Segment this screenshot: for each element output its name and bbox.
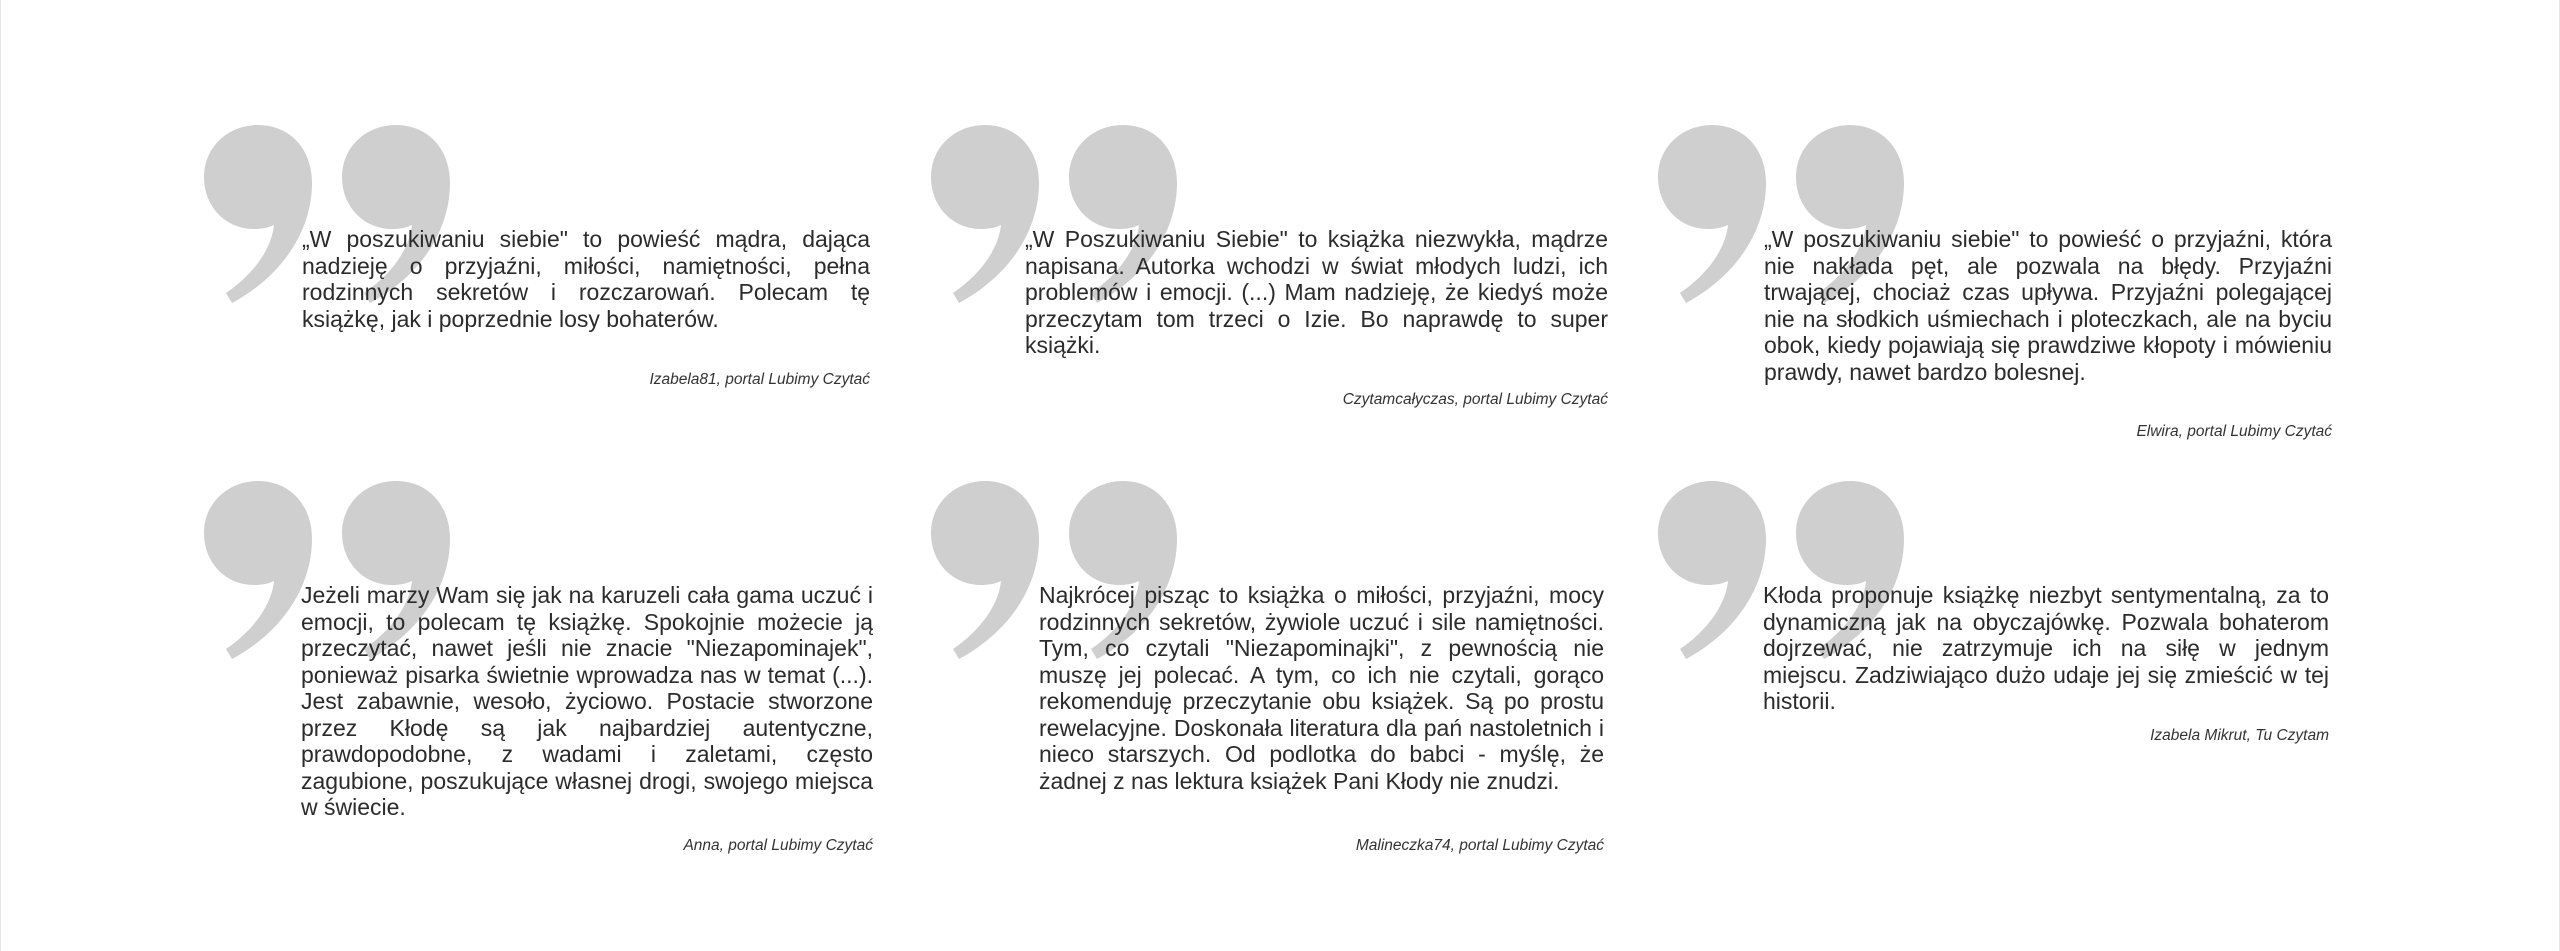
review-text: Kłoda proponuje książkę niezbyt sentymentalną, za to dynamiczną jak na obyczajówkę. Pozwala bohaterom dojrzewać, nie zatrzymuje ich na siłę w jednym miejscu. Zadziwiająco dużo udaje jej się zmieścić w tej historii. xyxy=(1763,582,2329,714)
review-source: Anna, portal Lubimy Czytać xyxy=(683,837,873,854)
review-source: Izabela81, portal Lubimy Czytać xyxy=(649,371,870,388)
review-text: Jeżeli marzy Wam się jak na karuzeli cała gama uczuć i emocji, to polecam tę książkę. Spokojnie możecie ją przeczytać, nawet jeśli nie znacie "Niezapominajek", ponieważ pisarka świetnie wprowadza nas w temat (...). Jest zabawnie, wesoło, życiowo. Postacie stworzone przez Kłodę są jak najbardziej autentyczne, prawdopodobne, z wadami i zaletami, często zagubione, poszukujące własnej drogi, swojego miejsca w świecie. xyxy=(301,582,873,820)
review-source: Elwira, portal Lubimy Czytać xyxy=(2136,423,2332,440)
review-text: „W poszukiwaniu siebie" to powieść o przyjaźni, która nie nakłada pęt, ale pozwala na błędy. Przyjaźni trwającej, chociaż czas upływa. Przyjaźni polegającej nie na słodkich uśmiechach i ploteczkach, ale na byciu obok, kiedy pojawiają się prawdziwe kłopoty i mówieniu prawdy, nawet bardzo bolesnej. xyxy=(1764,226,2332,385)
review-source: Czytamcałyczas, portal Lubimy Czytać xyxy=(1342,391,1608,408)
review-text: „W poszukiwaniu siebie" to powieść mądra, dająca nadzieję o przyjaźni, miłości, namiętności, pełna rodzinnych sekretów i rozczarowań. Polecam tę książkę, jak i poprzednie losy bohaterów. xyxy=(302,226,870,332)
review-text: „W Poszukiwaniu Siebie" to książka niezwykła, mądrze napisana. Autorka wchodzi w świat młodych ludzi, ich problemów i emocji. (...) Mam nadzieję, że kiedyś może przeczytam tom trzeci o Izie. Bo naprawdę to super książki. xyxy=(1025,226,1608,358)
review-text: Najkrócej pisząc to książka o miłości, przyjaźni, mocy rodzinnych sekretów, żywiole uczuć i sile namiętności. Tym, co czytali "Niezapominajki", z pewnością nie muszę jej polecać. A tym, co ich nie czytali, gorąco rekomenduję przeczytanie obu książek. Są po prostu rewelacyjne. Doskonała literatura dla pań nastoletnich i nieco starszych. Od podlotka do babci - myślę, że żadnej z nas lektura książek Pani Kłody nie znudzi. xyxy=(1039,582,1604,794)
review-source: Malineczka74, portal Lubimy Czytać xyxy=(1355,837,1604,854)
review-source: Izabela Mikrut, Tu Czytam xyxy=(2150,727,2329,744)
